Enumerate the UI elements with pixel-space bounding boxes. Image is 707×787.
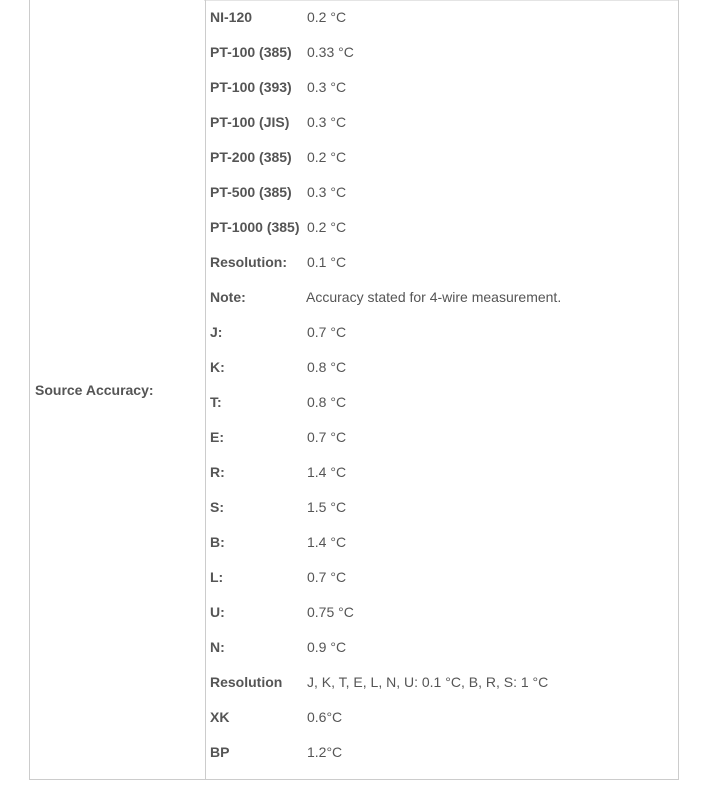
- spec-value: 0.7 °C: [307, 324, 347, 340]
- spec-value: 0.2 °C: [307, 9, 347, 25]
- spec-value: 1.2°C: [307, 744, 343, 760]
- spec-value: 0.2 °C: [307, 219, 347, 235]
- spec-key: K:: [210, 359, 225, 375]
- spec-key: XK: [210, 709, 230, 725]
- spec-value: 1.4 °C: [307, 534, 347, 550]
- spec-value: 0.6°C: [307, 709, 343, 725]
- spec-key: E:: [210, 429, 224, 445]
- spec-key: B:: [210, 534, 225, 550]
- spec-table: [29, 0, 679, 780]
- spec-key: PT-100 (393): [210, 79, 292, 95]
- spec-value: 0.9 °C: [307, 639, 347, 655]
- spec-value: 0.7 °C: [307, 429, 347, 445]
- spec-value: 1.4 °C: [307, 464, 347, 480]
- spec-key: NI-120: [210, 9, 253, 25]
- spec-key: N:: [210, 639, 225, 655]
- spec-key: L:: [210, 569, 224, 585]
- spec-value: 0.2 °C: [307, 149, 347, 165]
- spec-value: 0.75 °C: [307, 604, 354, 620]
- spec-key: Note:: [210, 289, 246, 305]
- spec-value: 0.7 °C: [307, 569, 347, 585]
- spec-value: Accuracy stated for 4-wire measurement.: [306, 289, 562, 305]
- spec-key: PT-100 (385): [210, 44, 292, 60]
- spec-value: 1.5 °C: [307, 499, 347, 515]
- spec-key: BP: [210, 744, 230, 760]
- spec-value: 0.8 °C: [307, 394, 347, 410]
- spec-label-cell: [30, 0, 206, 779]
- spec-value: 0.1 °C: [307, 254, 347, 270]
- spec-value: 0.8 °C: [307, 359, 347, 375]
- spec-key: PT-100 (JIS): [210, 114, 290, 130]
- spec-value-cell: [206, 0, 678, 779]
- section-label: Source Accuracy:: [35, 381, 154, 398]
- spec-key: R:: [210, 464, 225, 480]
- spec-key: Resolution: [210, 674, 283, 690]
- spec-value: 0.33 °C: [307, 44, 354, 60]
- spec-key: PT-500 (385): [210, 184, 292, 200]
- spec-value: 0.3 °C: [307, 79, 347, 95]
- spec-key: PT-1000 (385): [210, 219, 300, 235]
- spec-key: S:: [210, 499, 224, 515]
- spec-value: 0.3 °C: [307, 114, 347, 130]
- spec-key: J:: [210, 324, 223, 340]
- spec-key: T:: [210, 394, 222, 410]
- spec-key: U:: [210, 604, 225, 620]
- spec-key: Resolution:: [210, 254, 287, 270]
- spec-key: PT-200 (385): [210, 149, 292, 165]
- spec-value: 0.3 °C: [307, 184, 347, 200]
- spec-value: J, K, T, E, L, N, U: 0.1 °C, B, R, S: 1 °C: [307, 674, 549, 690]
